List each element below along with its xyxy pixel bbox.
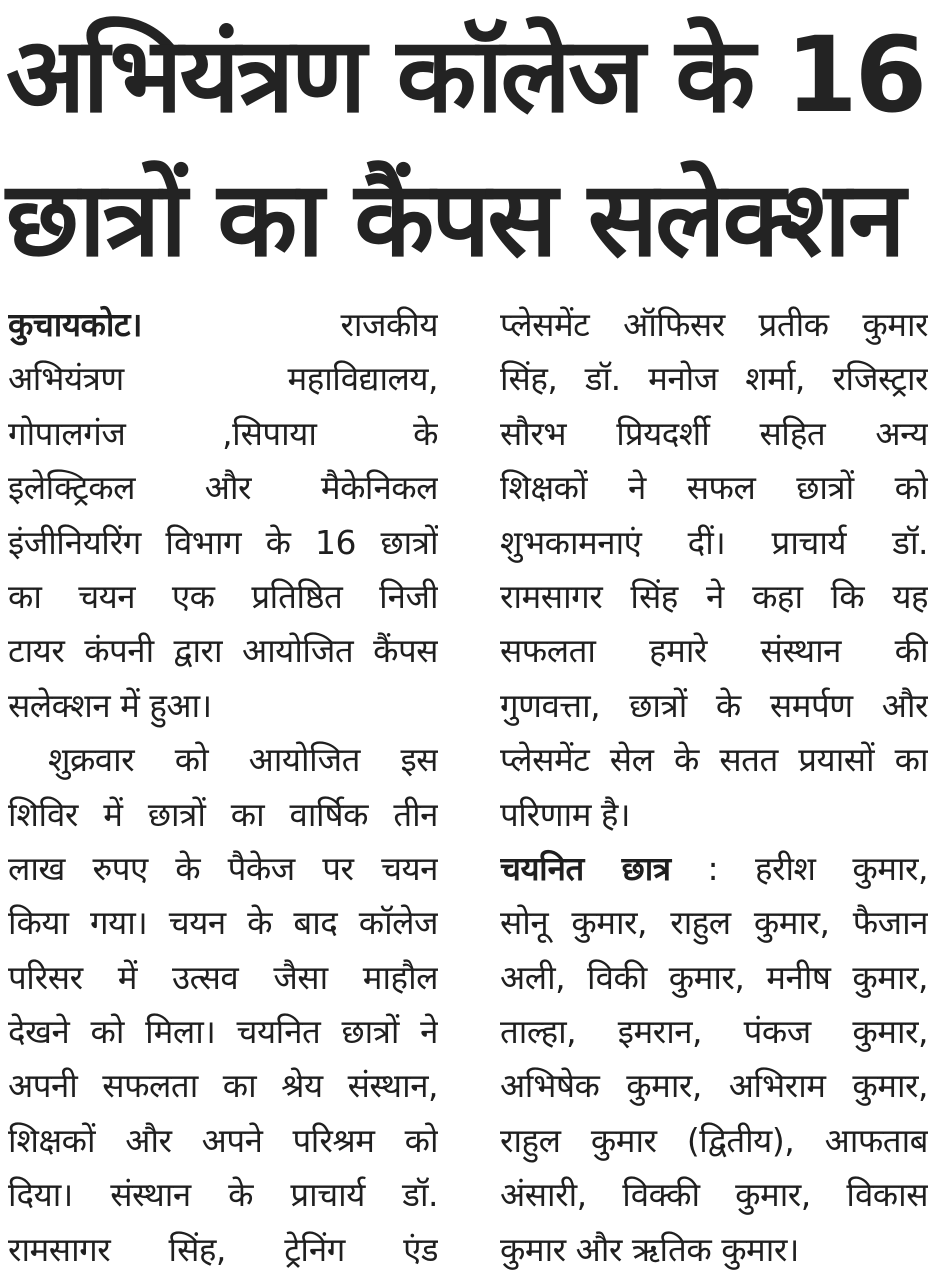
selected-students-heading: चयनित छात्र [500,848,671,888]
article-line [8,298,438,352]
article-line: रामसागर सिंह, ट्रेनिंग एंड [8,1229,438,1269]
article-line: शिक्षकों ने सफल छात्रों को [500,468,928,508]
article-line: रामसागर सिंह ने कहा कि यह [500,576,928,616]
article-line: सौरभ प्रियदर्शी सहित अन्य [500,413,928,453]
article-column-right [500,298,928,1277]
article-line-text: राजकीय [340,305,438,344]
article-line: इलेक्ट्रिकल और मैकेनिकल [8,468,438,508]
article-column-left [8,298,438,1277]
article-line: सलेक्शन में हुआ। [8,685,212,725]
article-line: शिविर में छात्रों का वार्षिक तीन [8,794,438,834]
article-line: परिसर में उत्सव जैसा माहौल [8,957,438,997]
headline [6,0,932,294]
article-line: प्लेसमेंट सेल के सतत प्रयासों का [500,740,928,780]
selected-students-line: ताल्हा, इमरान, पंकज कुमार, [500,1012,928,1052]
article-line: शिक्षकों और अपने परिश्रम को [8,1120,438,1160]
article-line: का चयन एक प्रतिष्ठित निजी [8,576,438,616]
selected-students-line: कुमार और ऋतिक कुमार। [500,1229,799,1269]
article-line: गोपालगंज ,सिपाया के [8,413,438,453]
article-line: सफलता हमारे संस्थान की [500,631,928,671]
selected-students-line: अभिषेक कुमार, अभिराम कुमार, [500,1066,928,1106]
article-line: टायर कंपनी द्वारा आयोजित कैंपस [8,631,438,671]
article-line: परिणाम है। [500,794,630,834]
article-line: किया गया। चयन के बाद कॉलेज [8,903,438,943]
article-line: शुभकामनाएं दीं। प्राचार्य डॉ. [500,522,928,562]
selected-students-line [500,842,928,896]
article-line: शुक्रवार को आयोजित इस [48,740,438,780]
article-line: अपनी सफलता का श्रेय संस्थान, [8,1066,438,1106]
article-line: सिंह, डॉ. मनोज शर्मा, रजिस्ट्रार [500,359,928,399]
selected-students-line: सोनू कुमार, राहुल कुमार, फैजान [500,903,928,943]
selected-students-line: अली, विकी कुमार, मनीष कुमार, [500,957,928,997]
selected-students-line: अंसारी, विक्की कुमार, विकास [500,1175,928,1215]
dateline: कुचायकोट। [8,305,143,344]
article-line: दिया। संस्थान के प्राचार्य डॉ. [8,1175,438,1215]
article-line-text: : हरीश कुमार, [707,848,928,888]
article-line: लाख रुपए के पैकेज पर चयन [8,848,438,888]
headline-line-1: अभियंत्रण कॉलेज के 16 [6,14,925,136]
article-line: देखने को मिला। चयनित छात्रों ने [8,1012,438,1052]
article-line: गुणवत्ता, छात्रों के समर्पण और [500,685,928,725]
article-line: अभियंत्रण महाविद्यालय, [8,359,438,399]
article-line: इंजीनियरिंग विभाग के 16 छात्रों [8,522,438,562]
selected-students-line: राहुल कुमार (द्वितीय), आफताब [500,1120,928,1160]
article-line: प्लेसमेंट ऑफिसर प्रतीक कुमार [500,305,928,344]
headline-line-2: छात्रों का कैंपस सलेक्शन [6,158,903,280]
